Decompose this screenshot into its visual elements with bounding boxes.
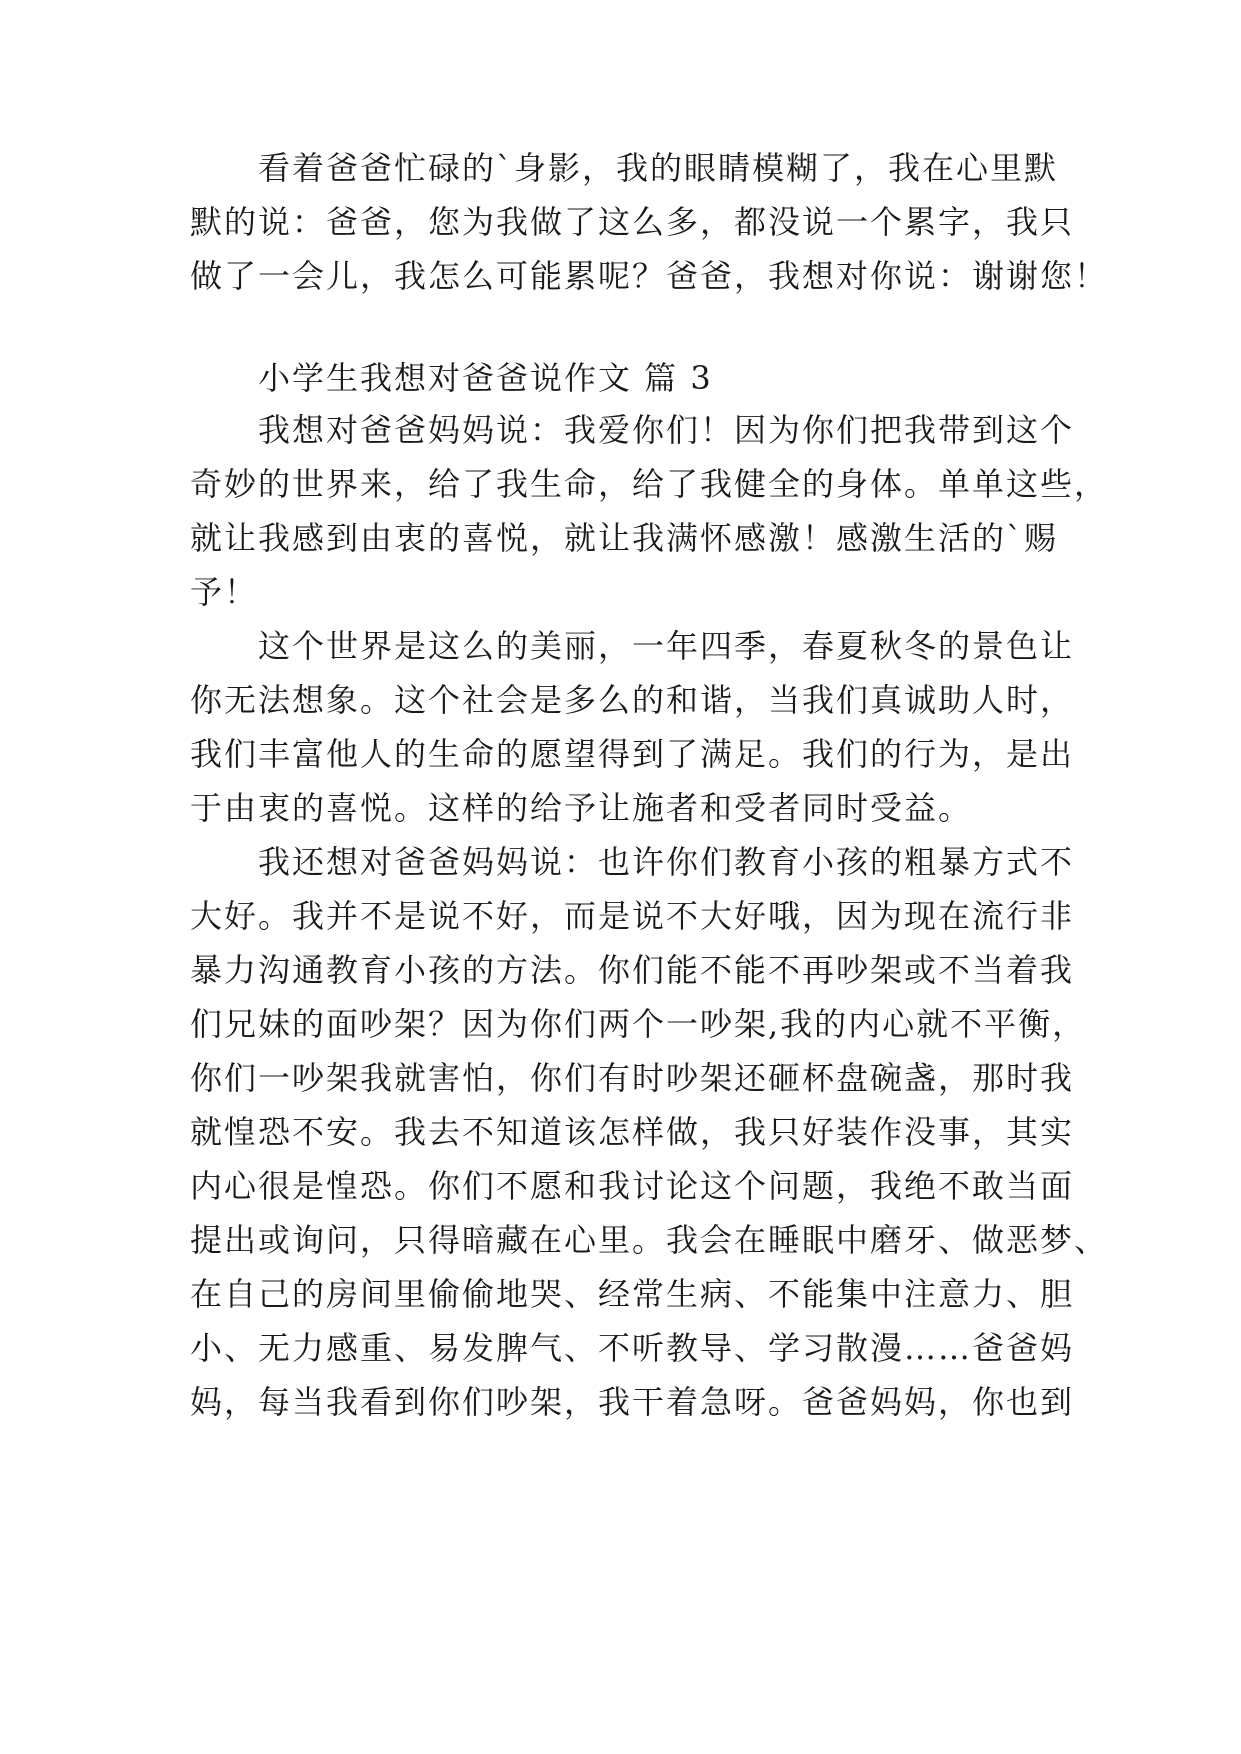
text-line: 做了一会儿，我怎么可能累呢？爸爸，我想对你说：谢谢您！ — [190, 257, 1109, 295]
text-line: 我想对爸爸妈妈说：我爱你们！因为你们把我带到这个 — [258, 411, 1075, 449]
text-line: 你无法想象。这个社会是多么的和谐，当我们真诚助人时， — [190, 681, 1075, 719]
text-line: 你们一吵架我就害怕，你们有时吵架还砸杯盘碗盏，那时我 — [190, 1059, 1075, 1097]
text-line: 们兄妹的面吵架？因为你们两个一吵架,我的内心就不平衡， — [190, 1005, 1087, 1043]
text-line: 我还想对爸爸妈妈说：也许你们教育小孩的粗暴方式不 — [258, 843, 1075, 881]
text-line: 大好。我并不是说不好，而是说不大好哦，因为现在流行非 — [190, 897, 1075, 935]
text-line: 妈，每当我看到你们吵架，我干着急呀。爸爸妈妈，你也到 — [190, 1383, 1075, 1421]
text-line: 小、无力感重、易发脾气、不听教导、学习散漫……爸爸妈 — [190, 1329, 1075, 1367]
text-line: 这个世界是这么的美丽，一年四季，春夏秋冬的景色让 — [258, 627, 1075, 665]
text-line: 提出或询问，只得暗藏在心里。我会在睡眠中磨牙、做恶梦、 — [190, 1221, 1109, 1259]
text-line: 内心很是惶恐。你们不愿和我讨论这个问题，我绝不敢当面 — [190, 1167, 1075, 1205]
text-line: 就惶恐不安。我去不知道该怎样做，我只好装作没事，其实 — [190, 1113, 1075, 1151]
text-line: 默的说：爸爸，您为我做了这么多，都没说一个累字，我只 — [190, 203, 1075, 241]
text-line: 就让我感到由衷的喜悦，就让我满怀感激！感激生活的`赐 — [190, 519, 1059, 557]
text-line: 暴力沟通教育小孩的方法。你们能不能不再吵架或不当着我 — [190, 951, 1075, 989]
text-line: 在自己的房间里偷偷地哭、经常生病、不能集中注意力、胆 — [190, 1275, 1075, 1313]
text-line: 于由衷的喜悦。这样的给予让施者和受者同时受益。 — [190, 789, 973, 827]
text-line: 奇妙的世界来，给了我生命，给了我健全的身体。单单这些， — [190, 465, 1109, 503]
text-line: 看着爸爸忙碌的`身影，我的眼睛模糊了，我在心里默 — [258, 149, 1059, 187]
text-line: 予！ — [190, 573, 259, 611]
text-line: 我们丰富他人的生命的愿望得到了满足。我们的行为，是出 — [190, 735, 1075, 773]
section-title: 小学生我想对爸爸说作文 篇 3 — [258, 359, 713, 397]
